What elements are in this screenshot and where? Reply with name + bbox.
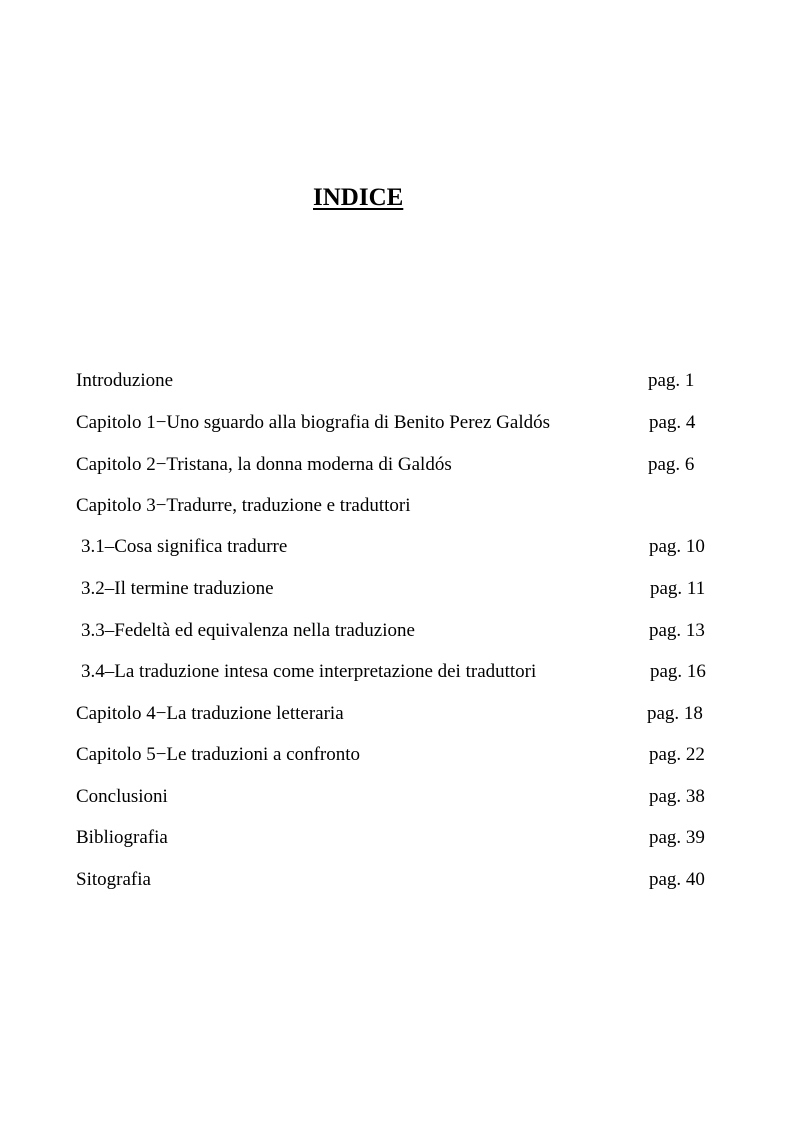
- toc-page-number: pag. 40: [649, 869, 705, 890]
- page-title: INDICE: [313, 184, 404, 211]
- toc-entry-sitografia: Sitografia: [76, 869, 151, 890]
- toc-page-number: pag. 18: [647, 703, 703, 724]
- toc-page-number: pag. 22: [649, 744, 705, 765]
- toc-page-number: pag. 1: [648, 370, 695, 391]
- toc-entry-capitolo-3: Capitolo 3−Tradurre, traduzione e traduttori: [76, 495, 411, 516]
- toc-page-number: pag. 16: [650, 661, 706, 682]
- toc-entry-bibliografia: Bibliografia: [76, 827, 168, 848]
- toc-entry-capitolo-4: Capitolo 4−La traduzione letteraria: [76, 703, 344, 724]
- toc-page-number: pag. 13: [649, 620, 705, 641]
- toc-entry-section-3-2: 3.2–Il termine traduzione: [81, 578, 274, 599]
- toc-page-number: pag. 39: [649, 827, 705, 848]
- toc-entry-capitolo-5: Capitolo 5−Le traduzioni a confronto: [76, 744, 361, 765]
- toc-entry-introduzione: Introduzione: [76, 370, 174, 391]
- toc-page-number: pag. 38: [649, 786, 705, 807]
- toc-entry-section-3-3: 3.3–Fedeltà ed equivalenza nella traduzione: [81, 620, 415, 641]
- toc-page-number: pag. 4: [649, 412, 696, 433]
- toc-page-number: pag. 11: [650, 578, 706, 599]
- toc-page-number: pag. 10: [649, 536, 705, 557]
- toc-page-number: pag. 6: [648, 454, 695, 475]
- toc-entry-section-3-1: 3.1–Cosa significa tradurre: [81, 536, 288, 557]
- toc-entry-section-3-4: 3.4–La traduzione intesa come interpretazione dei traduttori: [81, 661, 537, 682]
- toc-entry-capitolo-1: Capitolo 1−Uno sguardo alla biografia di Benito Perez Galdós: [76, 412, 550, 433]
- toc-entry-conclusioni: Conclusioni: [76, 786, 168, 807]
- toc-entry-capitolo-2: Capitolo 2−Tristana, la donna moderna di Galdós: [76, 454, 452, 475]
